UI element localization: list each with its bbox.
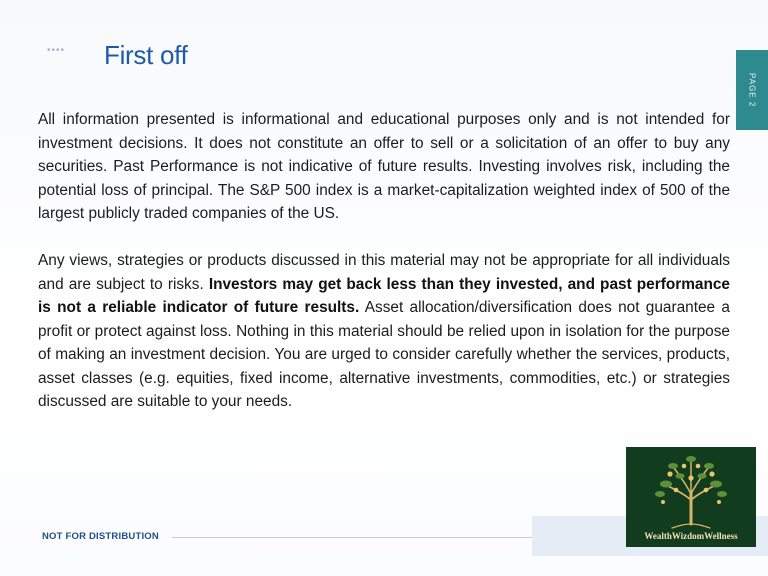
disclaimer-body [38,108,730,437]
tree-of-life-icon [646,450,736,530]
header-dots: •••• [47,45,66,56]
paragraph-2-start: Any views, strategies or products discussed in this material may not be appropriate for all individuals and are subject to risks. [38,252,730,293]
page-number-label: PAGE 2 [747,72,757,108]
page-number-tab [736,50,768,130]
disclaimer-paragraph-1: All information presented is informational and educational purposes only and is not intended for investment decisions. It does not constitute an offer to sell or a solicitation of an offer to buy any securities. Past Performance is not indicative of future results. Investing involves risk, including the potential loss of principal. The S&P 500 index is a market-capitalization weighted index of 500 of the largest publicly traded companies of the US. [38,111,730,222]
brand-logo [626,447,756,547]
logo-wordmark: WealthWizdomWellness [644,531,738,541]
paragraph-2-end: Asset allocation/diversification does not guarantee a profit or protect against loss. Nothing in this material should be relied upon in isolation for the purpose of making an investment decision. You are urged to consider carefully whether the services, products, asset classes (e.g. equities, fixed income, alternative investments, commodities, etc.) or strategies discussed are suitable to your needs. [38,299,730,410]
disclaimer-paragraph-2 [38,249,730,414]
footer-label: NOT FOR DISTRIBUTION [42,531,159,542]
footer-divider [172,537,532,538]
paragraph-2-bold-warning: Investors may get back less than they invested, and past performance is not a reliable indicator of future results. [38,275,730,316]
page-title: First off [104,40,188,70]
